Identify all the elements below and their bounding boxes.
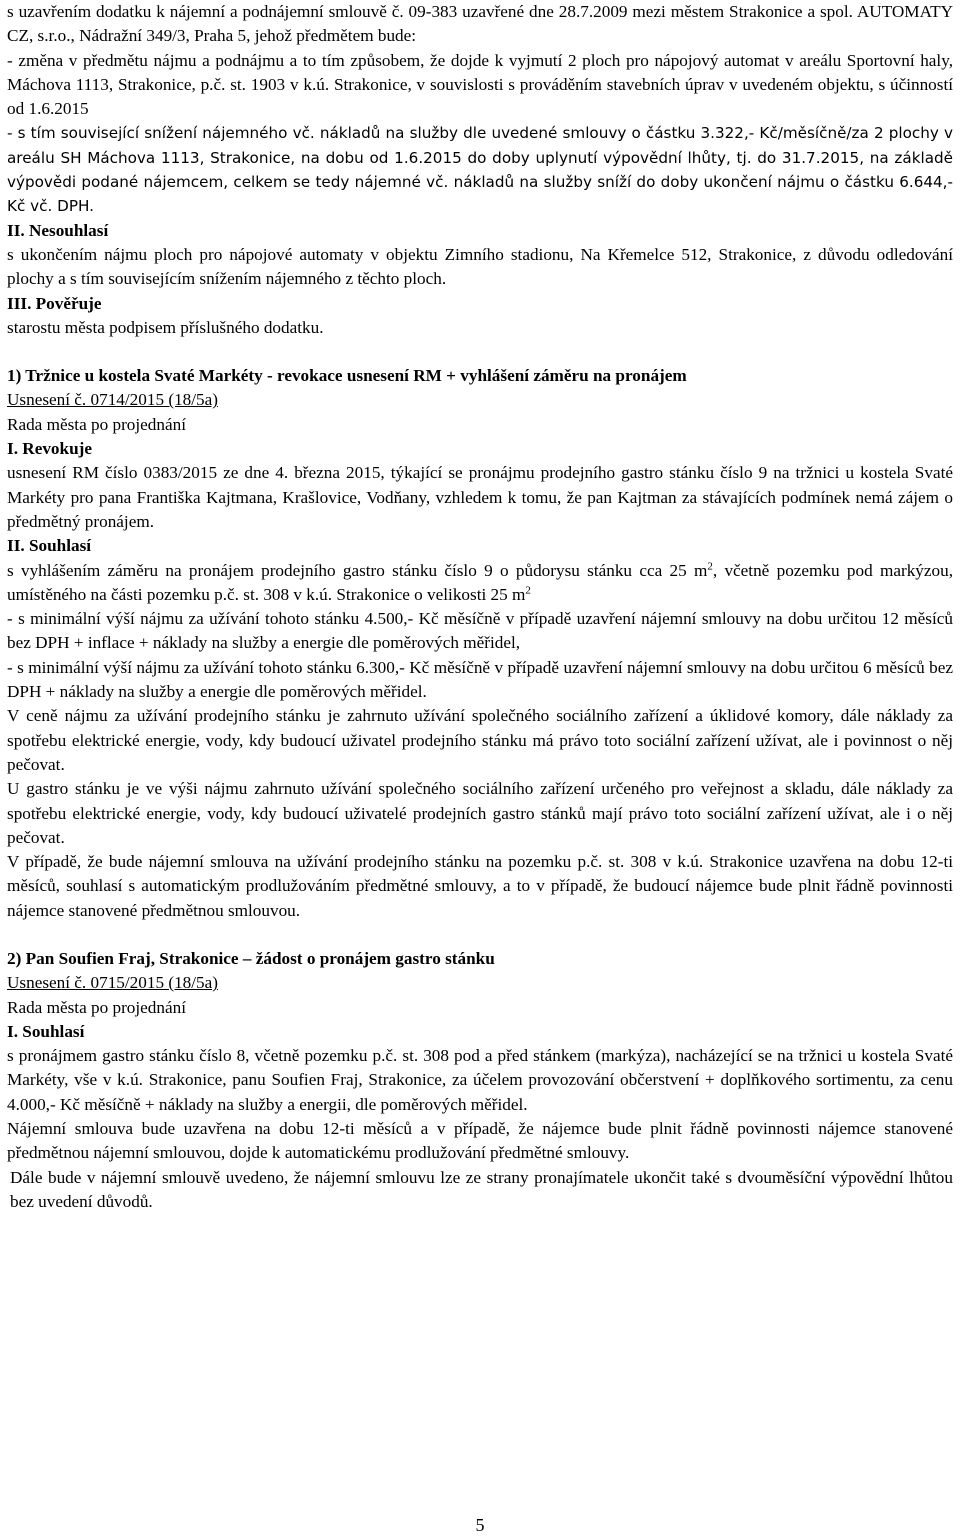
item1-auto-extension: V případě, že bude nájemní smlouva na užívání prodejního stánku na pozemku p.č. st. 308 v k.ú. Strakonice uzavřena na dobu 12-ti měsíců, souhlasí s automatickým prodlužováním předmětné smlouvy, a to v případě, že budoucí nájemce bude plnit řádně povinnosti nájemce stanovené předmětnou smlouvou. [7, 852, 953, 920]
item2-contract-duration: Nájemní smlouva bude uzavřena na dobu 12-ti měsíců a v případě, že nájemce bude plnit řádně povinnosti nájemce stanovené předmětnou nájemní smlouvou, dojde k automatickému prodlužování předmětné smlouvy. [7, 1119, 953, 1163]
item1-rent-12-months: - s minimální výší nájmu za užívání tohoto stánku 4.500,- Kč měsíčně v případě uzavření nájemní smlouvy na dobu určitou 12 měsíců bez DPH + inflace + náklady na služby a energie dle poměrových měřidel, [7, 609, 953, 653]
item1-revokes-text: usnesení RM číslo 0383/2015 ze dne 4. března 2015, týkající se pronájmu prodejního gastro stánku číslo 9 na tržnici u kostela Svaté Markéty pro pana Františka Kajtmana, Krašlovice, Vodňany, vzhledem k tomu, že pan Kajtman za stávajících podmínek nemá zájem o předmětný pronájem. [7, 463, 953, 531]
item1-resolution-number: Usnesení č. 0714/2015 (18/5a) [7, 390, 218, 410]
item1-price-includes: V ceně nájmu za užívání prodejního stánku je zahrnuto užívání společného sociálního zařízení a úklidové komory, dále náklady za spotřebu elektrické energie, vody, kdy budoucí uživatel prodejního stánku má právo toto sociální zařízení užívat, ale i povinnost o něj pečovat. [7, 706, 953, 774]
page-number: 5 [475, 1515, 485, 1535]
item1-council: Rada města po projednání [7, 414, 186, 434]
item1-heading-agrees: II. Souhlasí [7, 536, 92, 556]
item2-lease-text: s pronájmem gastro stánku číslo 8, včetně pozemku p.č. st. 308 pod a před stánkem (markýza), nacházející se na tržnici u kostela Svaté Markéty, vše v k.ú. Strakonice, panu Soufien Fraj, Strakonice, za účelem provozování občerstvení + doplňkového sortimentu, za cenu 4.000,- Kč měsíčně + náklady na služby a energii, dle poměrových měřidel. [7, 1046, 953, 1114]
intro-bullet-change: - změna v předmětu nájmu a podnájmu a to tím způsobem, že dojde k vyjmutí 2 ploch pro nápojový automat v areálu Sportovní haly, Máchova 1113, Strakonice, p.č. st. 1903 v k.ú. Strakonice, v souvislosti s prováděním stavebních úprav v uvedeném objektu, s účinností od 1.6.2015 [7, 50, 953, 119]
item2-council: Rada města po projednání [7, 997, 186, 1017]
document-page [7, 0, 953, 1214]
intro-bullet-rent-reduction: - s tím související snížení nájemného vč. nákladů na služby dle uvedené smlouvy o částku 3.322,- Kč/měsíčně/za 2 plochy v areálu SH Máchova 1113, Strakonice, na dobu od 1.6.2015 do doby uplynutí výpovědní lhůty, tj. do 31.7.2015, na základě výpovědi podané nájemcem, celkem se tedy nájemné vč. nákladů na služby sníží do doby ukončení nájmu o částku 6.644,- Kč vč. DPH. [7, 124, 953, 216]
section-ii-heading: II. Nesouhlasí [7, 220, 109, 240]
item2-resolution-number: Usnesení č. 0715/2015 (18/5a) [7, 973, 218, 993]
item1-gastro-stand-terms: U gastro stánku je ve výši nájmu zahrnuto užívání společného sociálního zařízení určeného pro veřejnost a skladu, dále náklady za spotřebu elektrické energie, vody, kdy budoucí uživatelé prodejních gastro stánků mají právo toto sociální zařízení užívat, ale i o něj pečovat. [7, 779, 953, 847]
item1-heading-revokes: I. Revokuje [7, 439, 92, 459]
item1-agrees-text: s vyhlášením záměru na pronájem prodejního gastro stánku číslo 9 o půdorysu stánku cca 25 $m^2$, včetně pozemku pod markýzou, umístěného na části pozemku p.č. st. 308 v k.ú. Strakonice o velikosti 25 $m^2$ [7, 559, 953, 604]
item1-title: 1) Tržnice u kostela Svaté Markéty - revokace usnesení RM + vyhlášení záměru na pronájem [7, 366, 687, 386]
intro-paragraph: s uzavřením dodatku k nájemní a podnájemní smlouvě č. 09-383 uzavřené dne 28.7.2009 mezi městem Strakonice a spol. AUTOMATY CZ, s.r.o., Nádražní 349/3, Praha 5, jehož předmětem bude: [7, 2, 953, 46]
section-iii-heading: III. Pověřuje [7, 293, 102, 313]
item2-title: 2) Pan Soufien Fraj, Strakonice – žádost o pronájem gastro stánku [7, 948, 495, 968]
item2-termination-notice: Dále bude v nájemní smlouvě uvedeno, že nájemní smlouvu lze ze strany pronajímatele ukončit také s dvouměsíční výpovědní lhůtou bez uvedení důvodů. [10, 1167, 953, 1211]
section-ii-text: s ukončením nájmu ploch pro nápojové automaty v objektu Zimního stadionu, Na Křemelce 512, Strakonice, z důvodu odledování plochy a s tím souvisejícím snížením nájemného z těchto ploch. [7, 244, 953, 289]
spacer [7, 923, 953, 947]
section-iii-text: starostu města podpisem příslušného dodatku. [7, 317, 324, 337]
spacer [7, 340, 953, 364]
item1-rent-6-months: - s minimální výší nájmu za užívání tohoto stánku 6.300,- Kč měsíčně v případě uzavření nájemní smlouvy na dobu určitou 6 měsíců bez DPH + náklady na služby a energie dle poměrových měřidel. [7, 657, 953, 702]
item2-heading-agrees: I. Souhlasí [7, 1021, 85, 1041]
